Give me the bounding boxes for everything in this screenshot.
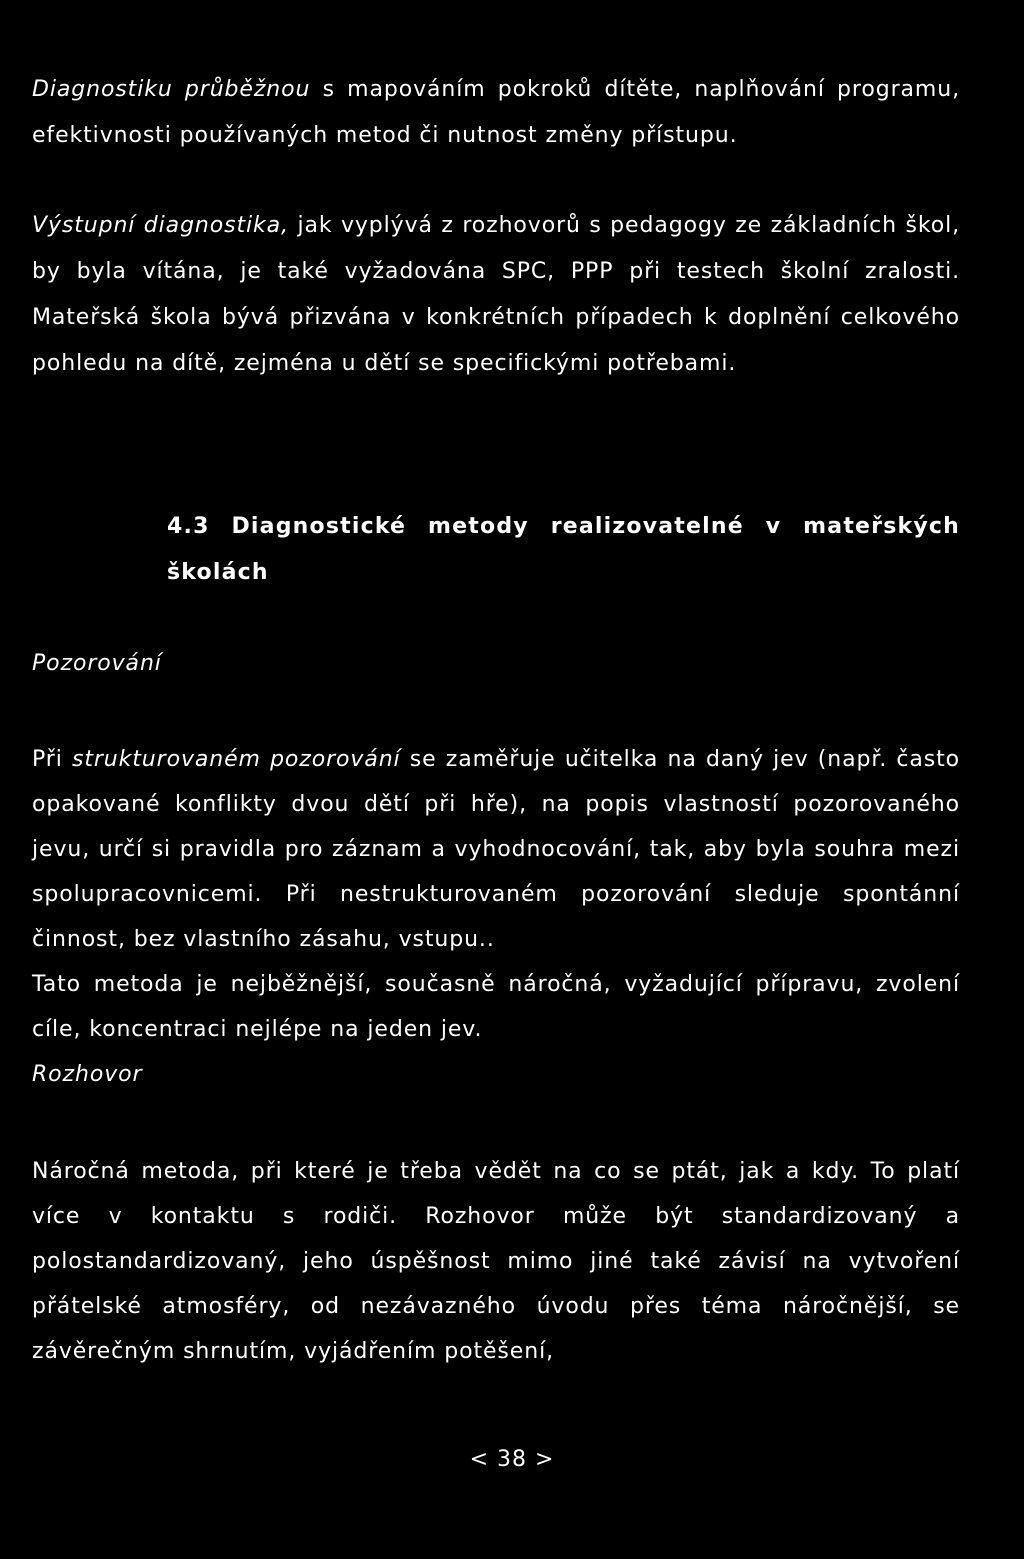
paragraph-rozhovor-text: Náročná metoda, při které je třeba vědět na co se ptát, jak a kdy. To platí více v kontaktu s rodiči. Rozhovor může být standardizovaný a polostandardizovaný, jeho úspěšnost mimo jiné také závisí na vytvoření přátelské atmosféry, od nezávazného úvodu přes téma náročnější, se závěrečným shrnutím, vyjádřením potěšení, [32,1159,960,1364]
term-strukturovane-pozorovani: strukturovaném pozorování [71,747,401,772]
paragraph-text: se zaměřuje učitelka na daný jev (např. často opakované konflikty dvou dětí při hře), na popis vlastností pozorovaného jevu, určí si pravidla pro záznam a vyhodnocování, tak, aby byla souhra mezi spolupracovnicemi. Při nestrukturovaném pozorování sleduje spontánní činnost, bez vlastního zásahu, vstupu.. [32,747,960,952]
page-number: < 38 > [469,1447,555,1472]
paragraph-text: s mapováním pokroků dítěte, naplňování programu, efektivnosti používaných metod či nutnost změny přístupu. [32,77,960,148]
paragraph-vystupni-diagnostika [32,203,960,387]
subheading-rozhovor: Rozhovor [32,1062,143,1087]
paragraph-text-start: Při [32,747,72,772]
paragraph-text: jak vyplývá z rozhovorů s pedagogy ze základních škol, by byla vítána, je také vyžadována SPC, PPP při testech školní zralosti. Mateřská škola bývá přizvána v konkrétních případech k doplnění celkového pohledu na dítě, zejména u dětí se specifickými potřebami. [32,213,960,376]
subheading-pozorovani: Pozorování [32,651,162,676]
paragraph-diagnostika-prubezna [32,67,960,159]
paragraph-rozhovor [32,1149,960,1374]
subheading-pozorovani-block [32,641,960,687]
paragraph-pozorovani [32,737,960,1097]
term-diagnostika-prubezna: Diagnostiku průběžnou [32,77,311,102]
section-heading: 4.3 Diagnostické metody realizovatelné v mateřských školách [167,514,960,585]
paragraph-metoda: Tato metoda je nejběžnější, současně náročná, vyžadující přípravu, zvolení cíle, koncentraci nejlépe na jeden jev. [32,972,960,1042]
term-vystupni-diagnostika: Výstupní diagnostika, [32,213,289,238]
